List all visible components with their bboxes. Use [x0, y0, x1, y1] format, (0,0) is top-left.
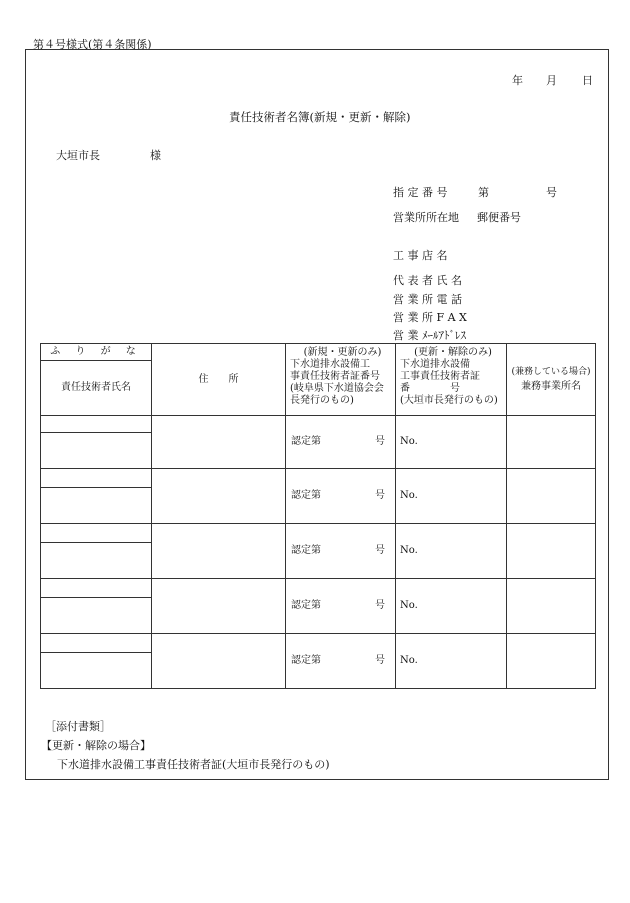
- field-shitei-dai: 第: [478, 186, 489, 199]
- concurrent-cell[interactable]: [507, 524, 596, 579]
- name-cell[interactable]: [41, 543, 152, 579]
- header-concurrent: (兼務している場合) 兼務事業所名: [507, 344, 596, 416]
- cert-renew-cell[interactable]: No.: [396, 579, 507, 634]
- table-row: [41, 416, 596, 433]
- addressee-honorific: 様: [150, 149, 161, 162]
- header-address: 住 所: [152, 344, 286, 416]
- cert-renew-cell[interactable]: No.: [396, 416, 507, 469]
- field-representative-label: 代 表 者 氏 名: [393, 274, 462, 287]
- date-day: 日: [582, 74, 593, 87]
- concurrent-cell[interactable]: [507, 579, 596, 634]
- furigana-cell[interactable]: [41, 524, 152, 543]
- address-cell[interactable]: [152, 469, 286, 524]
- header-name: 責任技術者氏名: [41, 361, 152, 416]
- cert-new-cell[interactable]: 認定第 号: [286, 469, 396, 524]
- table-row: [41, 524, 596, 543]
- header-cert-new: (新規・更新のみ) 下水道排水設備工 事責任技術者証番号 (岐阜県下水道協会会 長発行のもの): [286, 344, 396, 416]
- cert-new-cell[interactable]: 認定第 号: [286, 634, 396, 689]
- table-row: [41, 469, 596, 488]
- field-phone-label: 営 業 所 電 話: [393, 293, 462, 306]
- table-row: [41, 579, 596, 598]
- address-cell[interactable]: [152, 416, 286, 469]
- page-title: 責任技術者名簿(新規・更新・解除): [229, 110, 411, 124]
- header-cert-renew: (更新・解除のみ) 下水道排水設備 工事責任技術者証 番 号 (大垣市長発行のもの): [396, 344, 507, 416]
- concurrent-cell[interactable]: [507, 416, 596, 469]
- form-code: 第４号様式(第４条関係): [33, 38, 152, 51]
- address-cell[interactable]: [152, 579, 286, 634]
- name-cell[interactable]: [41, 598, 152, 634]
- furigana-cell[interactable]: [41, 579, 152, 598]
- cert-renew-cell[interactable]: No.: [396, 524, 507, 579]
- name-cell[interactable]: [41, 433, 152, 469]
- field-shitei-go: 号: [546, 186, 557, 199]
- date-year: 年: [512, 74, 523, 87]
- date-month: 月: [546, 74, 557, 87]
- furigana-cell[interactable]: [41, 416, 152, 433]
- field-shop-name-label: 工 事 店 名: [393, 249, 448, 262]
- address-cell[interactable]: [152, 634, 286, 689]
- cert-new-cell[interactable]: 認定第 号: [286, 524, 396, 579]
- attachments-heading: ［添付書類］: [45, 720, 111, 733]
- cert-renew-cell[interactable]: No.: [396, 469, 507, 524]
- name-cell[interactable]: [41, 488, 152, 524]
- attachments-case: 【更新・解除の場合】: [41, 739, 151, 752]
- field-shitei-label: 指 定 番 号: [393, 186, 448, 199]
- cert-new-cell[interactable]: 認定第 号: [286, 416, 396, 469]
- concurrent-cell[interactable]: [507, 469, 596, 524]
- attachments-item: 下水道排水設備工事責任技術者証(大垣市長発行のもの): [57, 758, 330, 771]
- furigana-cell[interactable]: [41, 469, 152, 488]
- field-address-label: 営業所所在地: [393, 211, 459, 224]
- name-cell[interactable]: [41, 653, 152, 689]
- addressee-name: 大垣市長: [56, 149, 100, 162]
- table-row: [41, 634, 596, 653]
- field-fax-label: 営 業 所 F A X: [393, 311, 467, 324]
- concurrent-cell[interactable]: [507, 634, 596, 689]
- address-cell[interactable]: [152, 524, 286, 579]
- furigana-cell[interactable]: [41, 634, 152, 653]
- cert-new-cell[interactable]: 認定第 号: [286, 579, 396, 634]
- field-postal-label: 郵便番号: [477, 211, 521, 224]
- header-furigana: ふ り が な: [41, 344, 152, 361]
- field-email-label: 営 業 ﾒｰﾙｱﾄﾞﾚｽ: [393, 329, 466, 342]
- cert-renew-cell[interactable]: No.: [396, 634, 507, 689]
- engineer-table: [40, 343, 596, 689]
